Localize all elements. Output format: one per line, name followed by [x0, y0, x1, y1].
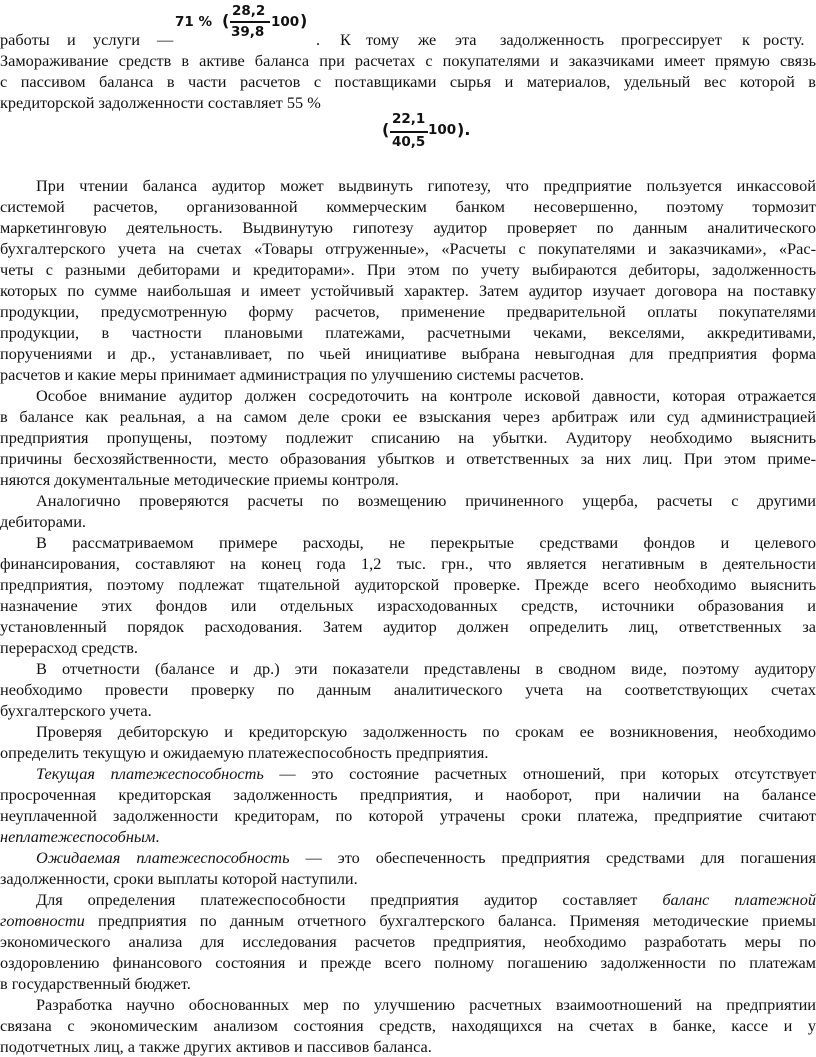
definition-text: — это состояние расчетных отношений, при которых отсутствует [263, 764, 816, 783]
paragraph-line: в государственный бюджет. [0, 974, 191, 993]
first-line-word: прогрессирует [621, 30, 722, 49]
paragraph-line: предприятия, поэтому подлежат тщательной аудиторской проверке. Прежде всего необходимо выяснить [0, 575, 816, 594]
paragraph-line [0, 826, 816, 847]
paragraph-line: предприятия пропущены, поэтому подлежит списанию на убытки. Аудитору необходимо выяснить [0, 428, 816, 447]
paragraph-line: няются документальные методические приемы контроля. [0, 470, 399, 489]
paragraph-line [0, 889, 816, 910]
definition-text: — это обеспеченность предприятия средствами для погашения [289, 848, 816, 867]
definition-current-solvency [0, 763, 816, 784]
formula-2-numerator: 22,1 [392, 111, 426, 127]
formula-2-open-paren: ( [382, 120, 390, 139]
first-line-word: К [340, 30, 351, 49]
paragraph-line: финансирования, составляют на конец года 1,2 тыс. грн., что является негативным в деятельности [0, 554, 816, 573]
first-line-word: же [418, 30, 437, 49]
formula-1-fraction-bar [230, 21, 270, 23]
formula-1-open-paren: ( [222, 11, 230, 30]
intro-line: Замораживание средств в активе баланса при расчетах с покупателями и заказчиками имеет прямую связь [0, 51, 816, 70]
paragraph-line: Аналогично проверяются расчеты по возмещению причиненного ущерба, расчеты с другими [36, 491, 816, 510]
first-line-word: росту. [763, 30, 805, 49]
term-insolvent: неплатежеспособным [0, 827, 156, 846]
formula-1-multiplier: 100 [271, 14, 300, 30]
first-line-word: эта [455, 30, 477, 49]
paragraph-line [0, 910, 816, 931]
paragraph-text: предприятия по данным отчетного бухгалтерского баланса. Применяя методические приемы [84, 911, 816, 930]
paragraph-line: необходимо провести проверку по данным аналитического учета на соответствующих счетах [0, 680, 816, 699]
formula-1-denominator: 39,8 [231, 24, 265, 40]
paragraph-line: неуплаченной задолженности кредиторам, по которой утрачены сроки платежа, предприятие считают [0, 806, 816, 825]
first-line-word: тому [366, 30, 400, 49]
formula-1-close-paren: ) [300, 11, 308, 30]
formula-2-multiplier: 100 [428, 122, 457, 138]
paragraph-line: оздоровлению финансового состояния и прежде всего полному погашению задолженности по платежам [0, 953, 816, 972]
paragraph-line: В отчетности (балансе и др.) эти показатели представлены в сводном виде, поэтому аудитору [36, 659, 816, 678]
paragraph-line: Проверяя дебиторскую и кредиторскую задолженность по срокам ее возникновения, необходимо [36, 722, 816, 741]
paragraph-line: В рассматриваемом примере расходы, не перекрытые средствами фондов и целевого [36, 533, 816, 552]
paragraph-line: задолженности, сроки выплаты которой наступили. [0, 869, 358, 888]
paragraph-line: подотчетных лиц, а также других активов и пассивов баланса. [0, 1037, 432, 1056]
paragraph-line: расчетов и какие меры принимает администрация по улучшению системы расчетов. [0, 365, 584, 384]
first-line-word: — [157, 30, 174, 49]
paragraph-line: продукции, в частности плановыми платежами, расчетными чеками, векселями, аккредитивами, [0, 323, 816, 342]
term-readiness: готовности [0, 911, 85, 930]
first-line-word: задолженность [500, 30, 604, 49]
intro-line: кредиторской задолженности составляет 55 % [0, 93, 321, 112]
period: . [155, 827, 160, 846]
paragraph-line: При чтении баланса аудитор может выдвинуть гипотезу, что предприятие пользуется инкассовой [36, 176, 816, 195]
formula-2-denominator: 40,5 [392, 134, 426, 150]
paragraph-line: определить текущую и ожидаемую платежеспособность предприятия. [0, 743, 489, 762]
first-line-word: услуги [93, 30, 141, 49]
formula-1-percent: 71 % [175, 14, 213, 30]
paragraph-line: экономического анализа для исследования расчетов предприятия, необходимо разработать меры по [0, 932, 816, 951]
paragraph-line: которых по сумме наибольшая и имеет устойчивый характер. Затем аудитор изучает договора на поставку [0, 281, 816, 300]
paragraph-line: маркетинговую деятельность. Выдвинутую гипотезу аудитор проверяет по данным аналитического [0, 218, 816, 237]
first-line-word: работы [0, 30, 50, 49]
paragraph-line: бухгалтерского учета на счетах «Товары отгруженные», «Расчеты с покупателями и заказчиками», «Рас- [0, 239, 816, 258]
paragraph-line: четы с разными дебиторами и кредиторами». При этом по учету выбираются дебиторы, задолженность [0, 260, 816, 279]
term-readiness-balance: баланс платежной [662, 890, 816, 909]
paragraph-text: Для определения платежеспособности предприятия аудитор составляет [36, 890, 663, 909]
intro-line: с пассивом баланса в части расчетов с поставщиками сырья и материалов, удельный вес которой в [0, 72, 816, 91]
paragraph-line: Разработка научно обоснованных мер по улучшению расчетных взаимоотношений на предприятии [36, 995, 816, 1014]
paragraph-line: бухгалтерского учета. [0, 701, 152, 720]
formula-2-fraction-bar [390, 131, 428, 133]
paragraph-line: установленный порядок расходования. Затем аудитор должен определить лиц, ответственных за [0, 617, 816, 636]
paragraph-line: дебиторами. [0, 512, 87, 531]
paragraph-line: причины бесхозяйственности, место образования убытков и ответственных за них лиц. При этом приме- [0, 449, 816, 468]
formula-1-numerator: 28,2 [232, 3, 266, 19]
term-expected-solvency: Ожидаемая платежеспособность [36, 848, 290, 867]
paragraph-line: Особое внимание аудитор должен сосредоточить на контроле исковой давности, которая отражается [36, 386, 816, 405]
first-line-word: к [742, 30, 750, 49]
paragraph-line: поручениями и др., устанавливает, по чьей инициативе выбрана невыгодная для предприятия форма [0, 344, 816, 363]
term-current-solvency: Текущая платежеспособность [36, 764, 264, 783]
definition-expected-solvency [0, 847, 816, 868]
first-line-period: . [316, 30, 321, 49]
first-line-word: и [67, 30, 76, 49]
formula-2-close-paren: ). [457, 120, 471, 139]
paragraph-line: просроченная кредиторская задолженность предприятия, и наоборот, при наличии на балансе [0, 785, 816, 804]
paragraph-line: в балансе как реальная, а на самом деле сроки ее взыскания через арбитраж или суд администрацией [0, 407, 816, 426]
paragraph-line: связана с экономическим анализом состояния средств, находящихся на счетах в банке, кассе и у [0, 1016, 816, 1035]
paragraph-line: перерасход средств. [0, 638, 138, 657]
paragraph-line: назначение этих фондов или отдельных израсходованных средств, источники образования и [0, 596, 816, 615]
paragraph-line: системой расчетов, организованной коммерческим банком несовершенно, поэтому тормозит [0, 197, 816, 216]
paragraph-line: продукции, предусмотренную форму расчетов, применение предварительной оплаты покупателями [0, 302, 816, 321]
